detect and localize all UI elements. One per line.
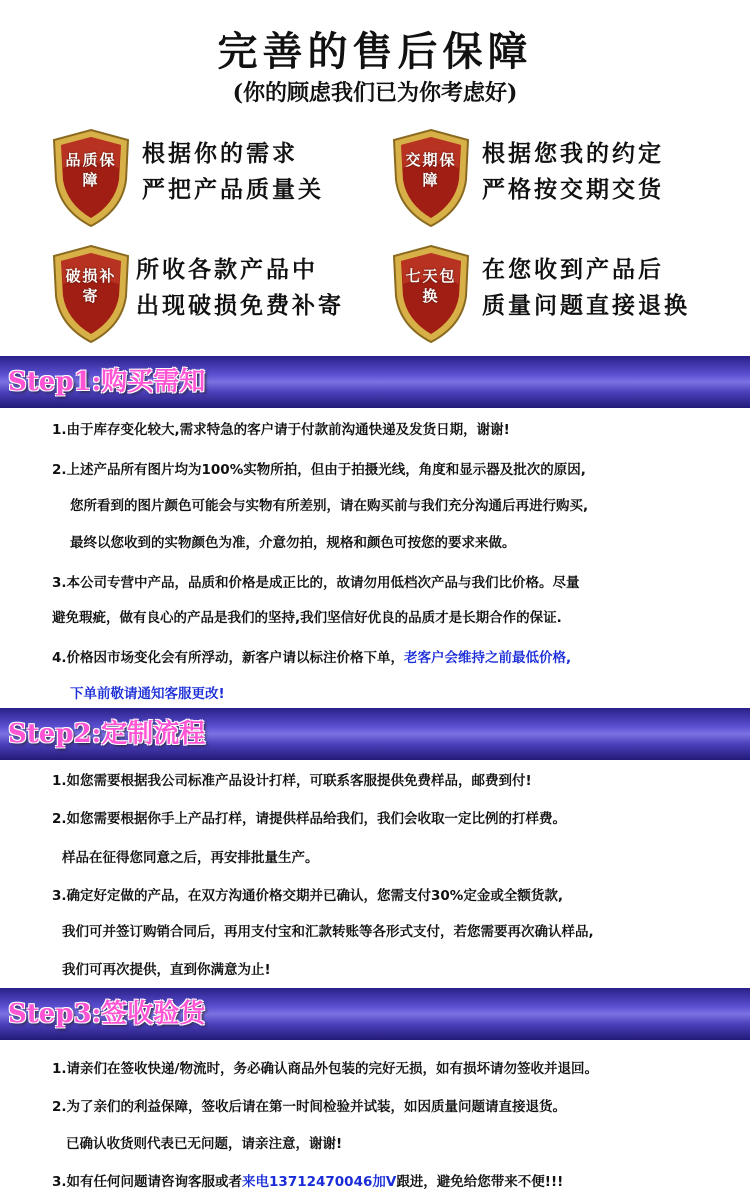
step3-line-2: 2.为了亲们的利益保障，签收后请在第一时间检验并试装，如因质量问题请直接退货。 bbox=[52, 1099, 567, 1115]
page-subtitle: (你的顾虑我们已为你考虑好) bbox=[232, 80, 518, 106]
step1-line-1: 1.由于库存变化较大,需求特急的客户请于付款前沟通快递及发货日期，谢谢! bbox=[52, 422, 510, 438]
step2-heading: Step2:定制流程 bbox=[8, 719, 206, 749]
step1-line-6: 避免瑕疵，做有良心的产品是我们的坚持,我们坚信好优良的品质才是长期合作的保证. bbox=[52, 610, 562, 626]
step3-line-3: 已确认收货则代表已无问题，请亲注意，谢谢! bbox=[66, 1136, 343, 1152]
step3-phone: 来电13712470046加V bbox=[242, 1174, 397, 1190]
feature-delivery-line-1: 根据您我的约定 bbox=[482, 140, 664, 167]
feature-return-line-1: 在您收到产品后 bbox=[482, 256, 664, 283]
shield-icon bbox=[390, 128, 472, 228]
step1-line-7-highlight: 老客户会维持之前最低价格, bbox=[404, 650, 572, 666]
feature-delivery-badge-text: 交期保障 bbox=[405, 151, 457, 189]
step2-banner bbox=[0, 708, 750, 760]
step2-line-1: 1.如您需要根据我公司标准产品设计打样，可联系客服提供免费样品，邮费到付! bbox=[52, 773, 532, 789]
step2-line-4: 3.确定好定做的产品，在双方沟通价格交期并已确认，您需支付30%定金或全额货款, bbox=[52, 888, 563, 904]
feature-return-badge-text: 七天包换 bbox=[405, 267, 457, 305]
feature-delivery-line-2: 严格按交期交货 bbox=[482, 176, 664, 203]
step1-line-5: 3.本公司专营中产品，品质和价格是成正比的，故请勿用低档次产品与我们比价格。尽量 bbox=[52, 575, 580, 591]
shield-icon bbox=[50, 128, 132, 228]
shield-icon bbox=[50, 244, 132, 344]
step1-line-4: 最终以您收到的实物颜色为准，介意勿拍，规格和颜色可按您的要求来做。 bbox=[70, 535, 516, 551]
step2-line-6: 我们可再次提供，直到你满意为止! bbox=[62, 962, 271, 978]
feature-damage bbox=[50, 244, 380, 354]
feature-damage-line-2: 出现破损免费补寄 bbox=[136, 292, 344, 319]
feature-quality-line-2: 严把产品质量关 bbox=[142, 176, 324, 203]
step3-heading: Step3:签收验货 bbox=[8, 999, 206, 1029]
step3-banner bbox=[0, 988, 750, 1040]
step3-line-4 bbox=[0, 1170, 750, 1190]
step2-line-2: 2.如您需要根据你手上产品打样，请提供样品给我们，我们会收取一定比例的打样费。 bbox=[52, 811, 567, 827]
feature-quality-line-1: 根据你的需求 bbox=[142, 140, 298, 167]
step3-line-4-tail: 跟进，避免给您带来不便!!! bbox=[396, 1174, 564, 1190]
feature-damage-line-1: 所收各款产品中 bbox=[136, 256, 318, 283]
step1-line-7-text: 4.价格因市场变化会有所浮动，新客户请以标注价格下单， bbox=[52, 650, 405, 666]
feature-return-line-2: 质量问题直接退换 bbox=[482, 292, 690, 319]
step1-line-8: 下单前敬请通知客服更改! bbox=[70, 686, 225, 702]
step1-line-7 bbox=[0, 646, 750, 666]
step1-heading: Step1:购买需知 bbox=[8, 367, 206, 397]
step1-line-3: 您所看到的图片颜色可能会与实物有所差别，请在购买前与我们充分沟通后再进行购买, bbox=[70, 498, 589, 514]
step2-line-3: 样品在征得您同意之后，再安排批量生产。 bbox=[62, 850, 319, 866]
step3-line-1: 1.请亲们在签收快递/物流时，务必确认商品外包装的完好无损，如有损坏请勿签收并退回。 bbox=[52, 1061, 598, 1077]
page-title: 完善的售后保障 bbox=[217, 28, 533, 75]
feature-damage-badge-text: 破损补寄 bbox=[65, 267, 117, 305]
feature-quality bbox=[50, 128, 380, 238]
step1-banner bbox=[0, 356, 750, 408]
feature-delivery bbox=[390, 128, 730, 238]
step1-line-2: 2.上述产品所有图片均为100%实物所拍，但由于拍摄光线，角度和显示器及批次的原因, bbox=[52, 462, 586, 478]
step3-line-4-text: 3.如有任何问题请咨询客服或者 bbox=[52, 1174, 243, 1190]
step2-line-5: 我们可并签订购销合同后，再用支付宝和汇款转账等各形式支付，若您需要再次确认样品, bbox=[62, 924, 594, 940]
shield-icon bbox=[390, 244, 472, 344]
feature-quality-badge-text: 品质保障 bbox=[65, 151, 117, 189]
feature-return bbox=[390, 244, 730, 354]
